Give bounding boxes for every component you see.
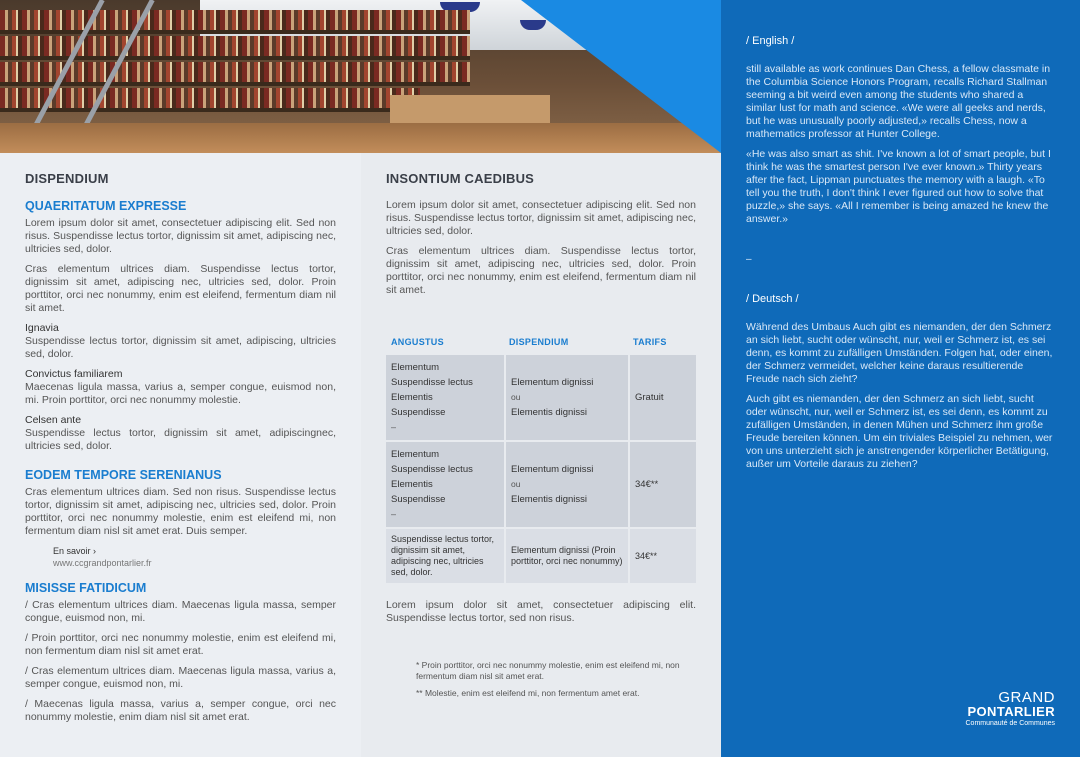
table-row [386, 527, 696, 583]
table-header: DISPENDIUM [509, 337, 569, 347]
more-info[interactable] [53, 545, 336, 569]
separator-dash: – [746, 254, 752, 265]
section-title: MISISSE FATIDICUM [25, 581, 147, 595]
paragraph: Lorem ipsum dolor sit amet, consectetuer adipiscing elit. Sed non risus. Suspendisse lectus tortor, dignissim sit amet, adipiscing nec, ultricies sed, dolor. [25, 217, 336, 255]
table-cell: Suspendisse lectus tortor, dignissim sit amet, adipiscing nec, ultricies sed, dolor. [386, 527, 504, 583]
bullet-line: / Maecenas ligula massa, varius a, semper congue, orci nec nonummy molestie, enim diam nisl sit amet erat. [25, 698, 336, 723]
bullet-line: / Proin porttitor, orci nec nonummy molestie, enim est eleifend mi, non fermentum diam nisl sit amet erat. [25, 632, 336, 657]
table-row [386, 353, 696, 440]
footnote: * Proin porttitor, orci nec nonummy molestie, enim est eleifend mi, non fermentum diam nisl sit amet erat. [416, 660, 680, 681]
paragraph: Cras elementum ultrices diam. Sed non risus. Suspendisse lectus tortor, dignissim sit amet, adipiscing nec, ultricies sed, dolor. Proin porttitor, orci nec nonummy molestie, enim est eleifend mi, non fermentum diam nisl sit amet erat. Duis semper. [25, 486, 336, 537]
blue-accent-wedge [521, 0, 721, 153]
section-title: EODEM TEMPORE SERENIANUS [25, 468, 222, 482]
logo-line: GRAND [998, 689, 1055, 706]
more-label[interactable]: En savoir › [53, 546, 97, 556]
cell-line: Elementis dignissi [511, 407, 588, 418]
library-photo [0, 0, 721, 153]
middle-title: INSONTIUM CAEDIBUS [386, 171, 535, 186]
item-title: Ignavia [25, 322, 59, 334]
cell-line: Suspendisse [391, 407, 446, 418]
german-paragraph: Während des Umbaus Auch gibt es niemanden, der den Schmerz an sich liebt, sucht oder wünscht, nur, weil er Schmerz ist, es sei denn, es kommt zu zufälligen Umständen. Folgen hat, oder einen, der Schmerz vermeidet, welcher keine daraus resultierende Freude nach sich zieht? [746, 321, 1053, 385]
table-cell-price: 34€** [628, 527, 696, 583]
bullet-line: / Cras elementum ultrices diam. Maecenas ligula massa, varius a, semper congue, euismod non, mi. [25, 665, 336, 690]
cell-line: Suspendisse lectus [391, 464, 473, 475]
cell-line: Elementis [391, 479, 433, 490]
cell-or: ou [511, 392, 521, 402]
table-row [386, 440, 696, 527]
language-heading-english: / English / [746, 35, 795, 47]
cell-line: Elementum [391, 449, 440, 460]
cell-line: Elementis [391, 392, 433, 403]
table-cell [504, 440, 628, 527]
bullet-line: / Cras elementum ultrices diam. Maecenas ligula massa, semper congue, euismod non, mi. [25, 599, 336, 624]
section-title: QUAERITATUM EXPRESSE [25, 199, 187, 213]
photo-shelf [0, 30, 470, 34]
cell-dash: – [391, 422, 397, 432]
table-cell [504, 353, 628, 440]
table-cell-price: 34€** [628, 440, 696, 527]
english-paragraph: «He was also smart as shit. I've known a lot of smart people, but I think he was the smartest person I've ever known.» Thirty years after the fact, Lippman punctuates the memory with a laugh. «To tell you the truth, I don't think I ever figured out how to solve that puzzle,» she says. «All I remember is being amazed he knew the answer.» [746, 148, 1051, 225]
left-column [0, 153, 361, 757]
footnotes [416, 660, 721, 705]
photo-books [0, 10, 470, 30]
footnote: ** Molestie, enim est eleifend mi, non fermentum amet erat. [416, 688, 640, 698]
paragraph: Cras elementum ultrices diam. Suspendisse lectus tortor, dignissim sit amet, adipiscing nec, ultricies sed, dolor. Proin porttitor, orci nec nonummy, enim est eleifend, fermentum diam nil sit amet. [386, 245, 696, 296]
logo-line: PONTARLIER [967, 704, 1055, 719]
cell-or: ou [511, 479, 521, 489]
paragraph: Lorem ipsum dolor sit amet, consectetuer adipiscing elit. Sed non risus. Suspendisse lectus tortor, dignissim sit amet, adipiscing nec, ultricies sed, dolor. [386, 199, 696, 237]
table-header: ANGUSTUS [391, 337, 444, 347]
cell-line: Elementum [391, 362, 440, 373]
photo-books [0, 88, 420, 108]
english-paragraph: still available as work continues Dan Chess, a fellow classmate in the Columbia Science Honors Program, recalls Richard Stallman seeming a bit weird even among the students who shared a similar lust for math and science. «We were all geeks and nerds, but he was unusually poorly adjusted,» recalls Chess, now a mathematics professor at Hunter College. [746, 63, 1051, 140]
table-header: TARIFS [633, 337, 667, 347]
cell-dash: – [391, 509, 397, 519]
item-text: Suspendisse lectus tortor, dignissim sit amet, adipiscingnec, ultricies sed, dolor. [25, 427, 336, 452]
table-cell [386, 353, 504, 440]
item-text: Maecenas ligula massa, varius a, semper congue, euismod non, mi. Proin porttitor, orci nec nonummy molestie. [25, 381, 336, 406]
german-paragraph: Auch gibt es niemanden, der den Schmerz an sich liebt, sucht oder wünscht, nur, weil er Schmerz ist, es sei denn, es kommt zu zufälligen Umständen, in denen Mühen und Schmerz ihm große Freude bereiten können. Um ein triviales Beispiel zu nehmen, wer von uns unterzieht sich je anstrengender körperlicher Betätigung, außer um Vorteile daraus zu ziehen? [746, 393, 1053, 470]
table-cell: Elementum dignissi (Proin porttitor, orci nec nonummy) [504, 527, 628, 583]
paragraph: Lorem ipsum dolor sit amet, consectetuer adipiscing elit. Suspendisse lectus tortor, sed non risus. [386, 599, 696, 624]
cell-line: Elementum dignissi [511, 377, 594, 388]
pricing-table [386, 333, 696, 583]
cell-line: Suspendisse lectus [391, 377, 473, 388]
photo-shelf [0, 108, 420, 112]
table-cell [386, 440, 504, 527]
cell-line: Elementis dignissi [511, 494, 588, 505]
item-title: Celsen ante [25, 414, 82, 426]
website-link[interactable]: www.ccgrandpontarlier.fr [53, 558, 152, 568]
right-panel [721, 0, 1080, 757]
cell-line: Suspendisse [391, 494, 446, 505]
table-cell-price: Gratuit [628, 353, 696, 440]
paragraph: Cras elementum ultrices diam. Suspendisse lectus tortor, dignissim sit amet, adipiscing nec, ultricies sed, dolor. Proin porttitor, orci nec nonummy, enim est eleifend, fermentum diam nil sit amet. [25, 263, 336, 314]
middle-column [361, 153, 721, 757]
photo-shelf [0, 82, 470, 86]
cell-line: Elementum dignissi [511, 464, 594, 475]
left-title: DISPENDIUM [25, 171, 109, 186]
item-text: Suspendisse lectus tortor, dignissim sit amet, adipiscing, ultricies sed, dolor. [25, 335, 336, 360]
language-heading-deutsch: / Deutsch / [746, 293, 799, 305]
item-title: Convictus familiarem [25, 368, 123, 380]
logo-tagline: Communauté de Communes [965, 720, 1055, 727]
grand-pontarlier-logo [966, 691, 1056, 729]
